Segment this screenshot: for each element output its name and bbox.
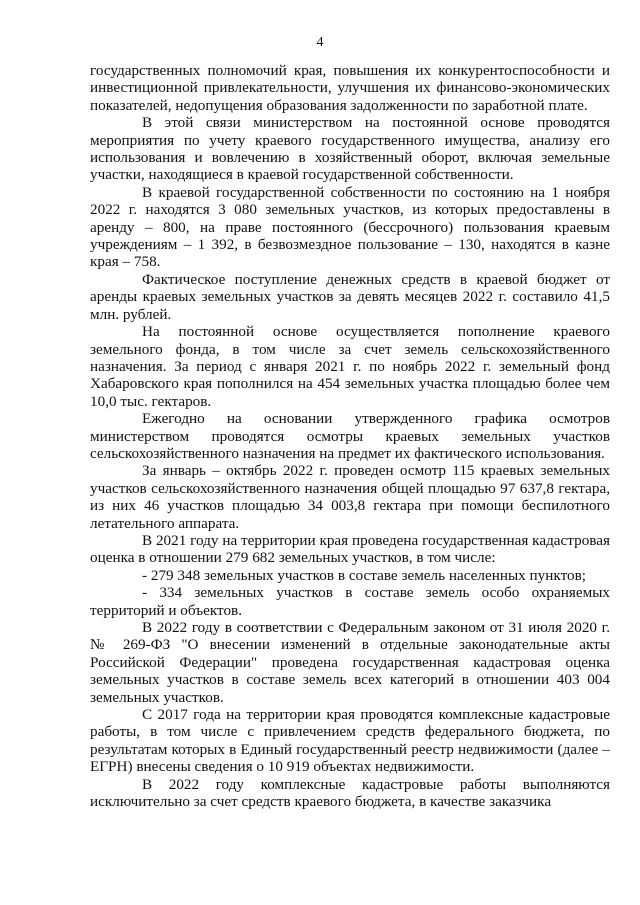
paragraph: На постоянной основе осуществляется пополнение краевого земельного фонда, в том числе за счет земель сельскохозяйственного назначения. За период с января 2021 г. по ноябрь 2022 г. земельный фонд Хабаровского края пополнился на 454 земельных участка площадью более чем 10,0 тыс. гектаров. [90,323,610,410]
list-item: - 334 земельных участков в составе земель особо охраняемых территорий и объектов. [90,584,610,619]
paragraph: В этой связи министерством на постоянной основе проводятся мероприятия по учету краевого государственного имущества, анализу его использования и вовлечению в хозяйственный оборот, включая земельные участки, находящиеся в краевой государственной собственности. [90,114,610,184]
paragraph: государственных полномочий края, повышения их конкурентоспособности и инвестиционной привлекательности, улучшения их финансово-экономических показателей, недопущения образования задолженности по заработной плате. [90,62,610,114]
list-item: - 279 348 земельных участков в составе земель населенных пунктов; [142,566,587,584]
paragraph: За январь – октябрь 2022 г. проведен осмотр 115 краевых земельных участков сельскохозяйственного назначения общей площадью 97 637,8 гектара, из них 46 участков площадью 34 003,8 гектара при помощи беспилотного летательного аппарата. [90,462,610,532]
paragraph: Ежегодно на основании утвержденного графика осмотров министерством проводятся осмотры краевых земельных участков сельскохозяйственного назначения на предмет их фактического использования. [90,410,610,462]
paragraph: Фактическое поступление денежных средств в краевой бюджет от аренды краевых земельных участков за девять месяцев 2022 г. составило 41,5 млн. рублей. [90,270,610,323]
paragraph: С 2017 года на территории края проводятся комплексные кадастровые работы, в том числе с привлечением средств федерального бюджета, по результатам которых в Единый государственный реестр недвижимости (далее – ЕГРН) внесены сведения о 10 919 объектах недвижимости. [90,706,610,776]
paragraph: В краевой государственной собственности по состоянию на 1 ноября 2022 г. находятся 3 080 земельных участков, из которых предоставлены в аренду – 800, на праве постоянного (бессрочного) пользования краевым учреждениям – 1 392, в безвозмездное пользование – 130, находятся в казне края – 758. [90,183,610,271]
paragraph: В 2022 году комплексные кадастровые работы выполняются исключительно за счет средств краевого бюджета, в качестве заказчика [90,775,610,811]
document-body [90,62,610,810]
paragraph: В 2022 году в соответствии с Федеральным законом от 31 июля 2020 г. № 269-ФЗ "О внесении изменений в отдельные законодательные акты Российской Федерации" проведена государственная кадастровая оценка земельных участков в составе земель всех категорий в отношении 403 004 земельных участков. [90,619,610,706]
page-number: 4 [316,35,324,50]
paragraph: В 2021 году на территории края проведена государственная кадастровая оценка в отношении 279 682 земельных участков, в том числе: [90,531,610,567]
